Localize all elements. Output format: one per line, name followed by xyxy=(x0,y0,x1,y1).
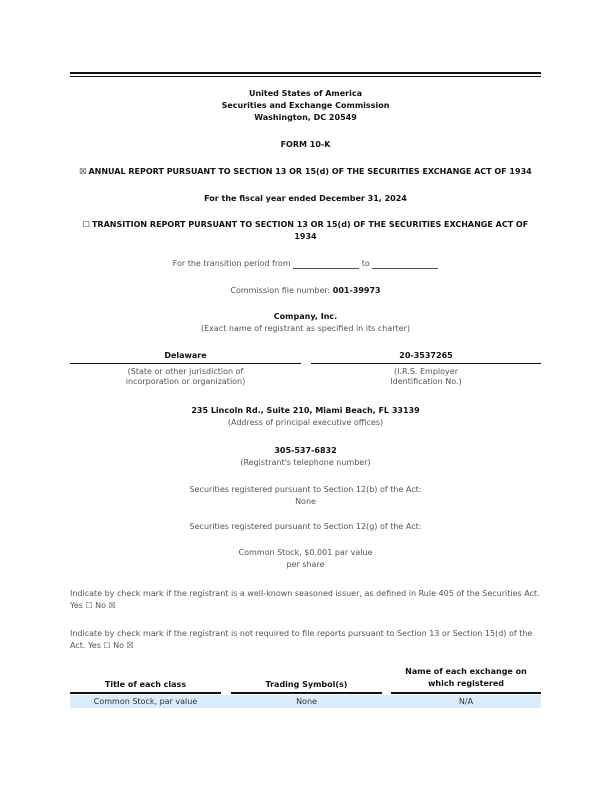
header-title-of-class: Title of each class xyxy=(104,680,187,689)
transition-period-line: For the transition period from to xyxy=(70,258,541,269)
annual-report-text: ANNUAL REPORT PURSUANT TO SECTION 13 OR 15(d) OF THE SECURITIES EXCHANGE ACT OF 1934 xyxy=(88,167,532,176)
top-rule-thick xyxy=(70,72,541,74)
transition-report-text: TRANSITION REPORT PURSUANT TO SECTION 13 OR 15(d) OF THE SECURITIES EXCHANGE ACT OF xyxy=(91,220,529,229)
header-rule-3 xyxy=(391,692,541,694)
annual-report-line xyxy=(70,166,541,177)
transition-report-text-line2: 1934 xyxy=(294,232,317,241)
commission-file-line: Commission file number: 001-39973 xyxy=(230,286,381,295)
transition-report-line xyxy=(70,219,541,230)
state-rule xyxy=(70,363,301,364)
securities-12b-label: Securities registered pursuant to Section 12(b) of the Act: xyxy=(189,485,422,494)
unchecked-box-icon[interactable]: ☐ xyxy=(82,220,90,229)
securities-12g-label: Securities registered pursuant to Section 12(g) of the Act: xyxy=(189,522,422,531)
transition-to-field[interactable] xyxy=(372,260,438,269)
executive-address-caption: (Address of principal executive offices) xyxy=(227,418,384,427)
state-caption-1: (State or other jurisdiction of xyxy=(127,367,244,376)
state-of-incorporation: Delaware xyxy=(164,351,207,360)
cell-trading-symbol: None xyxy=(296,697,317,706)
ein-caption-1: (I.R.S. Employer xyxy=(394,367,458,376)
header-rule-2 xyxy=(231,692,382,694)
registrant-name-caption: (Exact name of registrant as specified in its charter) xyxy=(201,324,410,333)
header-rule-1 xyxy=(70,692,221,694)
seasoned-issuer-question: Indicate by check mark if the registrant is a well-known seasoned issuer, as defined in Rule 405 of the Securities Act. Yes ☐ No ☒ xyxy=(70,589,540,610)
telephone-number: 305-537-6832 xyxy=(274,446,337,455)
commission-file-number: 001-39973 xyxy=(332,286,381,295)
securities-12g-class-2: per share xyxy=(286,560,325,569)
executive-address: 235 Lincoln Rd., Suite 210, Miami Beach, FL 33139 xyxy=(191,406,420,415)
checked-box-icon[interactable]: ☒ xyxy=(79,167,87,176)
commission-name: Securities and Exchange Commission xyxy=(221,101,390,110)
header-trading-symbol: Trading Symbol(s) xyxy=(265,680,348,689)
form-title: FORM 10-K xyxy=(280,140,331,149)
securities-12b-value: None xyxy=(295,497,316,506)
agency-name: United States of America xyxy=(248,89,363,98)
fiscal-year-line: For the fiscal year ended December 31, 2024 xyxy=(204,194,407,203)
transition-from-field[interactable] xyxy=(293,260,359,269)
telephone-caption: (Registrant's telephone number) xyxy=(240,458,371,467)
header-exchange-1: Name of each exchange on xyxy=(405,667,527,676)
state-caption-2: incorporation or organization) xyxy=(125,377,246,386)
securities-12g-class-1: Common Stock, $0.001 par value xyxy=(238,548,373,557)
ein-caption-2: Identification No.) xyxy=(390,377,462,386)
commission-city: Washington, DC 20549 xyxy=(254,113,357,122)
employer-id-number: 20-3537265 xyxy=(399,351,453,360)
top-rule-thin xyxy=(70,76,541,77)
cell-exchange: N/A xyxy=(458,697,474,706)
header-exchange-2: which registered xyxy=(428,679,504,688)
ein-rule xyxy=(311,363,541,364)
registrant-name: Company, Inc. xyxy=(273,312,338,321)
not-required-question: Indicate by check mark if the registrant is not required to file reports pursuant to Section 13 or Section 15(d) of the Act. Yes ☐ No ☒ xyxy=(70,629,533,650)
cell-title-of-class: Common Stock, par value xyxy=(93,697,198,706)
